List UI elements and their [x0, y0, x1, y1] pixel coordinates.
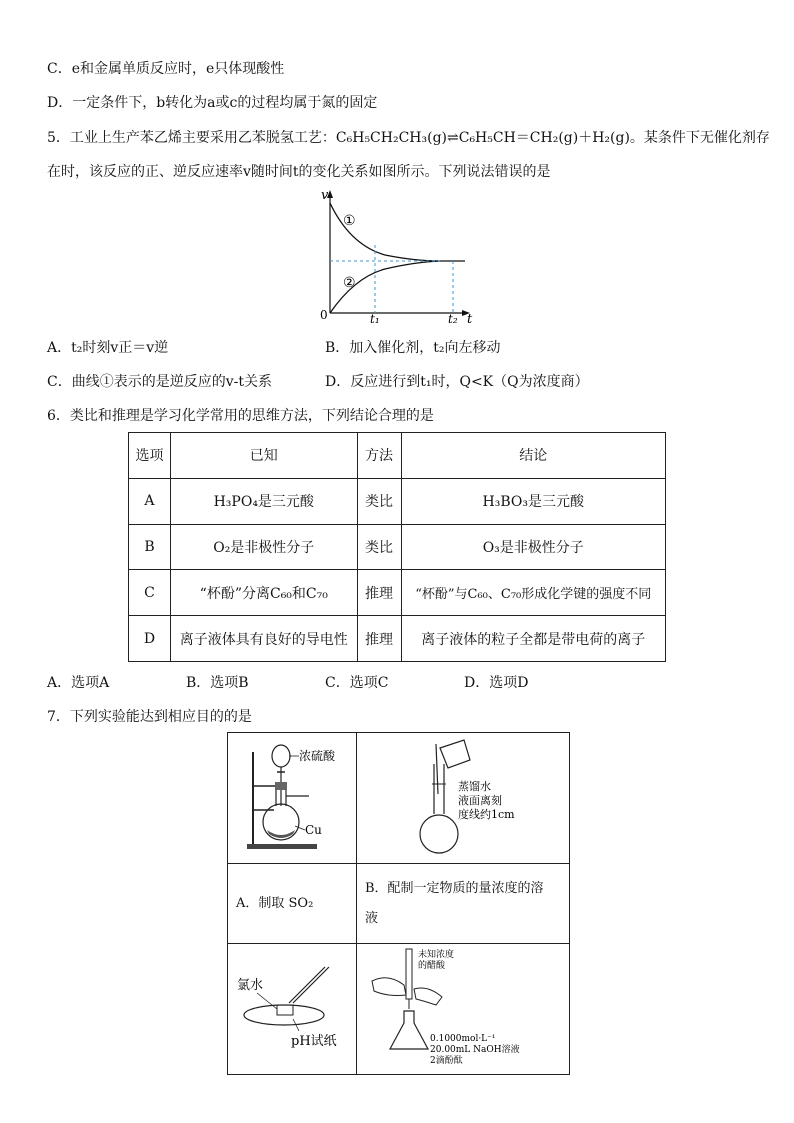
- q6-table: [128, 432, 666, 662]
- row-b-conclusion: O₃是非极性分子: [401, 524, 665, 570]
- row-d-method: 推理: [357, 616, 401, 662]
- separatory-funnel: [272, 745, 290, 767]
- label-phenolphthalein: 2滴酚酞: [430, 1056, 463, 1066]
- row-c-known: “杯酚”分离C₆₀和C₇₀: [170, 570, 357, 616]
- label-unknown-conc: 未知浓度: [418, 950, 455, 960]
- apparatus-c-diagram: [229, 945, 355, 1069]
- q6-option-a: A．选项A: [47, 675, 110, 691]
- row-d-option: D: [129, 616, 171, 662]
- glass-rod: [436, 744, 438, 794]
- x-axis-label: t: [467, 312, 473, 325]
- q5-stem-line1: 5．工业上生产苯乙烯主要采用乙苯脱氢工艺：C₆H₅CH₂CH₃(g)⇌C₆H₅CH＝CH₂(g)＋H₂(g)。某条件下无催化剂存: [47, 130, 770, 146]
- hand-left: [372, 978, 406, 996]
- stand-base: [247, 844, 317, 849]
- q5-option-b: B．加入催化剂，t₂向左移动: [325, 340, 501, 356]
- label-chlorine-water: 氯水: [237, 978, 264, 993]
- apparatus-d-cell: [357, 944, 570, 1075]
- y-axis-label: v: [321, 188, 329, 203]
- table-row: [129, 570, 666, 616]
- apparatus-a-cell: [228, 733, 357, 864]
- beaker: [440, 740, 470, 768]
- q6-option-b: B．选项B: [186, 675, 249, 691]
- volumetric-flask: [420, 815, 458, 853]
- table-row: [129, 524, 666, 570]
- row-b-option: B: [129, 524, 171, 570]
- row-b-known: O₂是非极性分子: [170, 524, 357, 570]
- q6-option-c: C．选项C: [325, 675, 389, 691]
- t2-label: t₂: [448, 312, 458, 325]
- origin-label: 0: [320, 308, 328, 322]
- q5-option-c: C．曲线①表示的是逆反应的v-t关系: [47, 374, 272, 390]
- q5-option-d: D．反应进行到t₁时，Q<K（Q为浓度商）: [325, 374, 589, 390]
- label-level-1: 液面离刻: [458, 794, 502, 807]
- label-acid: 浓硫酸: [299, 749, 336, 763]
- conical-flask: [390, 1011, 428, 1049]
- table-row: [129, 616, 666, 662]
- row-d-known: 离子液体具有良好的导电性: [170, 616, 357, 662]
- header-known: 已知: [170, 433, 357, 479]
- glass-rod: [289, 967, 325, 1003]
- row-a-conclusion: H₃BO₃是三元酸: [401, 478, 665, 524]
- caption-b-line1: B．配制一定物质的量浓度的溶: [365, 880, 544, 896]
- row-a-known: H₃PO₄是三元酸: [170, 478, 357, 524]
- curve-2-label: ②: [343, 275, 356, 291]
- table-row: [129, 478, 666, 524]
- ph-paper: [277, 1005, 293, 1015]
- label-distilled-water: 蒸馏水: [458, 780, 491, 793]
- caption-a: A．制取 SO₂: [236, 895, 314, 911]
- q4-option-d: D．一定条件下，b转化为a或c的过程均属于氮的固定: [47, 95, 378, 111]
- q5-stem-line2: 在时，该反应的正、逆反应速率v随时间t的变化关系如图所示。下列说法错误的是: [47, 164, 551, 180]
- q7-table: [227, 732, 570, 1075]
- curve-1: [330, 203, 465, 261]
- q4-option-c: C．e和金属单质反应时，e只体现酸性: [47, 61, 285, 77]
- table-header-row: [129, 433, 666, 479]
- q6-option-d: D．选项D: [464, 675, 529, 691]
- label-cu: Cu: [305, 823, 322, 837]
- row-a-option: A: [129, 478, 171, 524]
- apparatus-b-cell: [357, 733, 570, 864]
- t1-label: t₁: [370, 312, 380, 325]
- caption-a-cell: [228, 864, 357, 944]
- rate-time-graph: [315, 185, 475, 325]
- label-naoh-vol: 20.00mL NaOH溶液: [430, 1045, 520, 1055]
- apparatus-c-cell: [228, 944, 357, 1075]
- hand-right: [414, 988, 442, 1005]
- q7-stem: 7．下列实验能达到相应目的的是: [47, 709, 252, 725]
- header-conclusion: 结论: [401, 433, 665, 479]
- label-acetic-acid: 的醋酸: [418, 961, 446, 971]
- round-flask: [263, 804, 299, 840]
- header-option: 选项: [129, 433, 171, 479]
- row-c-method: 推理: [357, 570, 401, 616]
- row-d-conclusion: 离子液体的粒子全都是带电荷的离子: [401, 616, 665, 662]
- label-ph-paper: pH试纸: [291, 1034, 337, 1049]
- row-b-method: 类比: [357, 524, 401, 570]
- row-c-conclusion: “杯酚”与C₆₀、C₇₀形成化学键的强度不同: [401, 570, 665, 616]
- label-naoh-conc: 0.1000mol·L⁻¹: [430, 1034, 496, 1044]
- q5-option-a: A．t₂时刻v正＝v逆: [47, 340, 169, 356]
- q6-stem: 6．类比和推理是学习化学常用的思维方法，下列结论合理的是: [47, 408, 434, 424]
- caption-b-line2: 液: [365, 910, 379, 926]
- row-a-method: 类比: [357, 478, 401, 524]
- burette: [406, 949, 412, 999]
- apparatus-a-diagram: [229, 734, 355, 858]
- label-level-2: 度线约1cm: [458, 808, 515, 821]
- curve-1-label: ①: [343, 213, 356, 229]
- apparatus-d-diagram: [358, 945, 568, 1069]
- caption-b-cell: [357, 864, 570, 944]
- apparatus-b-diagram: [358, 734, 568, 858]
- row-c-option: C: [129, 570, 171, 616]
- stopper: [275, 782, 287, 790]
- header-method: 方法: [357, 433, 401, 479]
